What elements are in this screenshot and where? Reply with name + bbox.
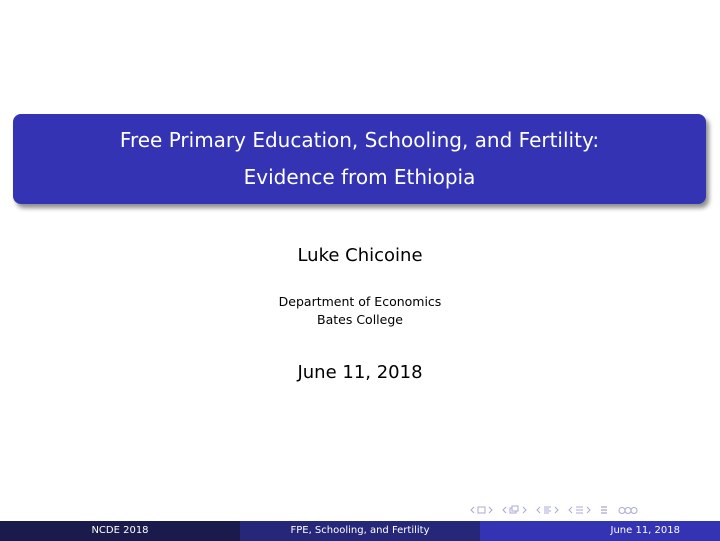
search-icon[interactable] — [617, 506, 639, 515]
footer-event: NCDE 2018 — [0, 521, 240, 541]
search-nav — [617, 506, 641, 515]
college-name: Bates College — [317, 312, 403, 327]
slide-next-icon[interactable] — [586, 506, 591, 514]
slide-prev-icon[interactable] — [568, 506, 573, 514]
appendix-nav — [600, 506, 610, 515]
frame-next-icon[interactable] — [488, 506, 493, 514]
frame-nav — [470, 506, 495, 514]
institute — [0, 293, 720, 329]
presentation-title-line1: Free Primary Education, Schooling, and Fertility: — [119, 128, 600, 152]
presentation-date: June 11, 2018 — [297, 362, 423, 383]
slide-icon[interactable] — [575, 506, 584, 515]
title-box — [13, 114, 706, 204]
footer-date — [480, 521, 720, 541]
frame-prev-icon[interactable] — [470, 506, 475, 514]
section-next-icon[interactable] — [554, 506, 559, 514]
author-name: Luke Chicoine — [297, 245, 423, 266]
section-icon[interactable] — [543, 506, 552, 515]
beamer-navigation-bar — [470, 503, 648, 517]
subsection-nav — [502, 505, 529, 515]
slide-nav — [568, 506, 593, 515]
footer-short-title: FPE, Schooling, and Fertility — [240, 521, 480, 541]
appendix-icon[interactable] — [600, 506, 608, 515]
section-prev-icon[interactable] — [536, 506, 541, 514]
subsection-next-icon[interactable] — [522, 506, 527, 514]
frame-icon[interactable] — [477, 506, 486, 514]
section-nav — [536, 506, 561, 515]
footer-date-text: June 11, 2018 — [610, 525, 680, 536]
footer-bar — [0, 521, 720, 541]
subsection-icon[interactable] — [509, 505, 520, 515]
presentation-title-line2: Evidence from Ethiopia — [243, 165, 476, 189]
department-name: Department of Economics — [278, 294, 442, 309]
subsection-prev-icon[interactable] — [502, 506, 507, 514]
